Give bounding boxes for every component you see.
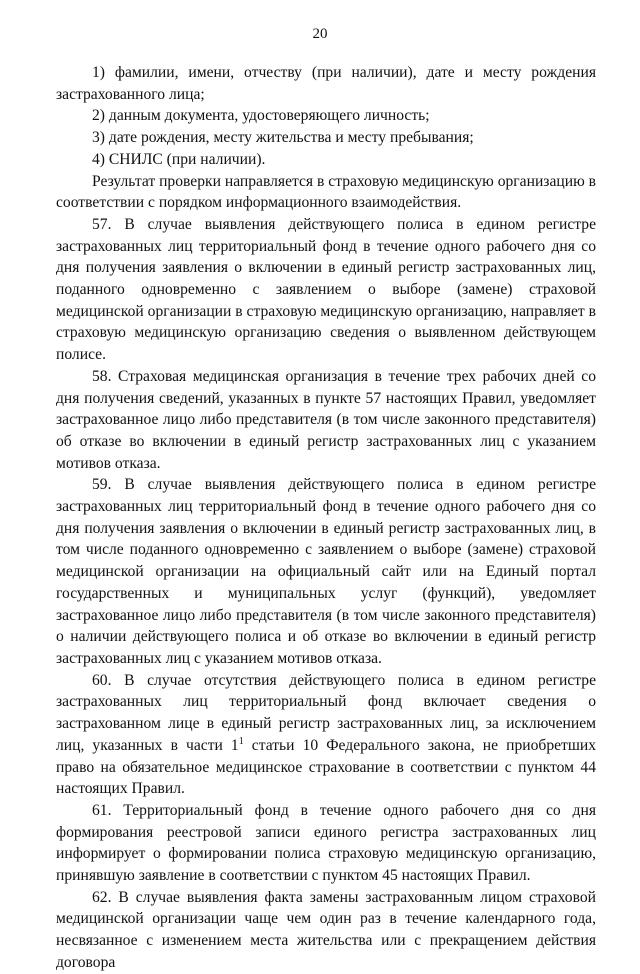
list-item-snils: 4) СНИЛС (при наличии). [92,150,266,168]
paragraph-60-part-2: статьи 10 Федерального закона, не приобретших право на обязательное медицинское страхование в соответствии с пунктом 44 настоящих Правил. [56,736,596,798]
paragraph-59: 59. В случае выявления действующего полиса в едином регистре застрахованных лиц территориальный фонд в течение одного рабочего дня со дня получения заявления о включении в единый регистр застрахованных лиц, в том числе поданного одновременно с заявлением о выборе (замене) страховой медицинской организации на официальный сайт или на Единый портал государственных и муниципальных услуг (функций), уведомляет застрахованное лицо либо представителя (в том числе законного представителя) о наличии действующего полиса и об отказе во включении в единый регистр застрахованных лиц с указанием мотивов отказа. [56,476,596,667]
superscript-1: 1 [238,735,244,747]
paragraph-57: 57. В случае выявления действующего полиса в едином регистре застрахованных лиц территориальный фонд в течение одного рабочего дня со дня получения заявления о включении в единый регистр застрахованных лиц, поданного одновременно с заявлением о выборе (замене) страховой медицинской организации в страховую медицинскую организацию, направляет в страховую медицинскую организацию сведения о выявленном действующем полисе. [56,215,596,364]
list-item-document: 2) данным документа, удостоверяющего личность; [92,107,430,125]
paragraph-60 [56,670,596,800]
paragraph-60-part-1: 60. В случае отсутствия действующего полиса в едином регистре застрахованных лиц территориальный фонд включает сведения о застрахованном лице в единый регистр застрахованных лиц, за исключением лиц, указанных в части 1 [56,671,596,754]
document-body [56,62,596,974]
paragraph-61: 61. Территориальный фонд в течение одного рабочего дня со дня формирования реестровой записи единого регистра застрахованных лиц информирует о формировании полиса страховую медицинскую организацию, принявшую заявление в соответствии с пунктом 45 настоящих Правил. [56,801,596,885]
paragraph-58: 58. Страховая медицинская организация в течение трех рабочих дней со дня получения сведений, указанных в пункте 57 настоящих Правил, уведомляет застрахованное лицо либо представителя (в том числе законного представителя) об отказе во включении в единый регистр застрахованных лиц с указанием мотивов отказа. [56,367,596,472]
page-number: 20 [312,26,328,42]
paragraph-result: Результат проверки направляется в страховую медицинскую организацию в соответствии с порядком информационного взаимодействия. [56,172,596,212]
paragraph-62: 62. В случае выявления факта замены застрахованным лицом страховой медицинской организации чаще чем один раз в течение календарного года, несвязанное с изменением места жительства или с прекращением действия договора [56,888,596,971]
list-item-birth-residence: 3) дате рождения, месту жительства и месту пребывания; [92,129,474,147]
list-item-name: 1) фамилии, имени, отчеству (при наличии), дате и месту рождения застрахованного лица; [56,64,596,103]
